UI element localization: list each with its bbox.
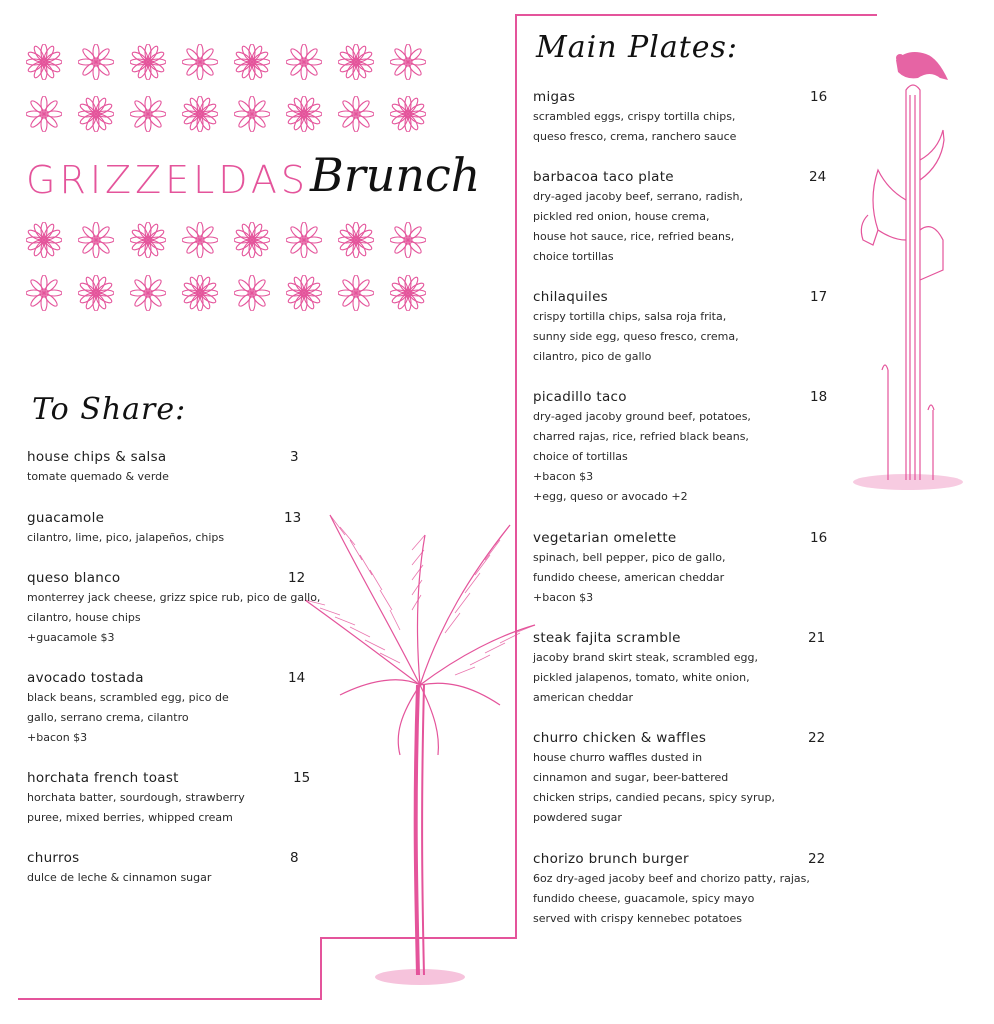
menu-item-description: queso fresco, crema, ranchero sauce [533,130,737,143]
menu-item-description: horchata batter, sourdough, strawberry [27,791,245,804]
menu-item [27,447,299,487]
mandala-flower-icon [234,44,270,80]
mandala-flower-icon [130,44,166,80]
mandala-flower-icon [234,96,270,132]
mandala-flower-icon [286,275,322,311]
main-plates-title: Main Plates: [536,30,739,65]
menu-item-price: 14 [288,670,306,686]
menu-item [27,768,311,828]
menu-item-price: 16 [810,89,828,105]
flower-row-4 [26,275,446,320]
menu-item-price: 17 [810,289,828,305]
menu-item-description: cilantro, lime, pico, jalapeños, chips [27,531,225,544]
mandala-flower-icon [78,222,114,258]
to-share-title: To Share: [32,392,187,427]
menu-item [533,728,826,828]
mandala-flower-icon [286,222,322,258]
menu-item-name: chilaquiles [533,289,609,305]
menu-item-name: horchata french toast [27,770,179,786]
cactus-with-bird-illustration [848,40,968,495]
menu-item-description: black beans, scrambled egg, pico de [27,691,229,704]
menu-item-name: house chips & salsa [27,449,167,465]
menu-item-description: charred rajas, rice, refried black beans, [533,430,749,443]
menu-item-name: guacamole [27,510,105,526]
menu-item-description: +bacon $3 [533,470,594,483]
menu-item-description: spinach, bell pepper, pico de gallo, [533,551,726,564]
menu-item-description: cilantro, house chips [27,611,141,624]
mandala-flower-icon [26,222,62,258]
menu-item-description: scrambled eggs, crispy tortilla chips, [533,110,736,123]
mandala-flower-icon [234,275,270,311]
menu-item-description: pickled jalapenos, tomato, white onion, [533,671,750,684]
menu-item-price: 8 [290,850,299,866]
menu-item [533,387,828,507]
mandala-flower-icon [26,275,62,311]
menu-item-name: picadillo taco [533,389,627,405]
menu-item-description: fundido cheese, american cheddar [533,571,725,584]
mandala-flower-icon [182,222,218,258]
menu-item-description: +bacon $3 [27,731,88,744]
menu-item-description: house churro waffles dusted in [533,751,703,764]
mandala-flower-icon [338,275,374,311]
menu-item-name: queso blanco [27,570,121,586]
menu-item-description: choice tortillas [533,250,614,263]
mandala-flower-icon [286,44,322,80]
menu-item-description: +bacon $3 [533,591,594,604]
mandala-flower-icon [130,222,166,258]
menu-item-price: 18 [810,389,828,405]
menu-item-description: dulce de leche & cinnamon sugar [27,871,212,884]
mandala-flower-icon [26,96,62,132]
flower-row-2 [26,96,446,141]
menu-item-name: barbacoa taco plate [533,169,674,185]
menu-item-name: steak fajita scramble [533,630,681,646]
menu-item-description: house hot sauce, rice, refried beans, [533,230,735,243]
menu-item-price: 22 [808,730,826,746]
menu-item-name: migas [533,89,576,105]
menu-item [533,167,827,267]
menu-item-description: +guacamole $3 [27,631,115,644]
mandala-flower-icon [390,96,426,132]
menu-item [533,628,826,708]
menu-item-price: 15 [293,770,311,786]
mandala-flower-icon [234,222,270,258]
menu-item-description: powdered sugar [533,811,622,824]
mandala-flower-icon [130,275,166,311]
mandala-flower-icon [182,44,218,80]
menu-item [27,668,306,748]
menu-item-description: dry-aged jacoby ground beef, potatoes, [533,410,751,423]
menu-item-name: churro chicken & waffles [533,730,707,746]
mandala-flower-icon [78,96,114,132]
menu-item-description: cilantro, pico de gallo [533,350,652,363]
flower-row-3 [26,222,446,267]
menu-item-description: tomate quemado & verde [27,470,169,483]
menu-item-price: 22 [808,851,826,867]
menu-item-name: vegetarian omelette [533,530,677,546]
menu-item-description: american cheddar [533,691,634,704]
border-top-right [515,14,877,16]
menu-item-price: 21 [808,630,826,646]
menu-item-name: avocado tostada [27,670,144,686]
menu-item [27,568,320,648]
menu-item-price: 24 [809,169,827,185]
menu-item-price: 3 [290,449,299,465]
menu-item-price: 12 [288,570,306,586]
menu-item [533,849,826,929]
menu-item-name: churros [27,850,80,866]
menu-item-name: chorizo brunch burger [533,851,689,867]
menu-item [27,848,299,888]
logo-suffix: Brunch [310,148,481,202]
menu-item-description: choice of tortillas [533,450,628,463]
menu-item-description: sunny side egg, queso fresco, crema, [533,330,739,343]
menu-item-description: jacoby brand skirt steak, scrambled egg, [533,651,758,664]
mandala-flower-icon [182,96,218,132]
mandala-flower-icon [286,96,322,132]
menu-item-description: crispy tortilla chips, salsa roja frita, [533,310,727,323]
menu-item-description: monterrey jack cheese, grizz spice rub, pico de gallo, [27,591,321,604]
menu-item [533,528,828,608]
mandala-flower-icon [338,44,374,80]
menu-item-price: 13 [284,510,302,526]
border-bottom-left [18,998,322,1000]
menu-item-description: fundido cheese, guacamole, spicy mayo [533,892,755,905]
menu-item-price: 16 [810,530,828,546]
mandala-flower-icon [338,222,374,258]
menu-item-description: gallo, serrano crema, cilantro [27,711,189,724]
mandala-flower-icon [390,44,426,80]
mandala-flower-icon [78,44,114,80]
menu-item-description: puree, mixed berries, whipped cream [27,811,233,824]
menu-item-description: dry-aged jacoby beef, serrano, radish, [533,190,743,203]
mandala-flower-icon [338,96,374,132]
menu-item-description: pickled red onion, house crema, [533,210,710,223]
mandala-flower-icon [26,44,62,80]
menu-item-description: +egg, queso or avocado +2 [533,490,688,503]
menu-item-description: cinnamon and sugar, beer-battered [533,771,729,784]
mandala-flower-icon [390,275,426,311]
mandala-flower-icon [390,222,426,258]
menu-item [533,287,828,367]
mandala-flower-icon [182,275,218,311]
mandala-flower-icon [78,275,114,311]
menu-item-description: chicken strips, candied pecans, spicy syrup, [533,791,775,804]
flower-row-1 [26,44,446,89]
menu-item [533,87,828,147]
logo-name: GRIZZELDAS [26,158,310,202]
palm-tree-illustration [300,505,540,995]
menu-item [27,508,302,548]
menu-item-description: 6oz dry-aged jacoby beef and chorizo patty, rajas, [533,872,810,885]
menu-item-description: served with crispy kennebec potatoes [533,912,743,925]
mandala-flower-icon [130,96,166,132]
